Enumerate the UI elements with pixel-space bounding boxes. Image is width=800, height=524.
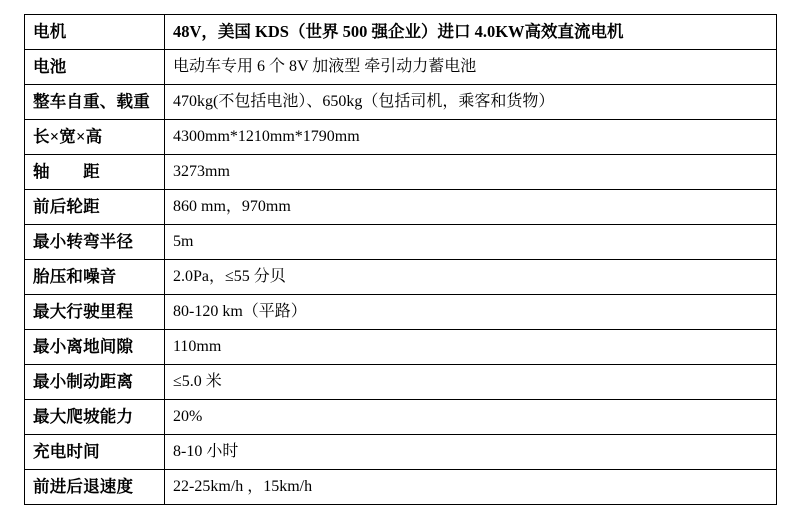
row-value: 110mm bbox=[165, 330, 777, 365]
row-value: 3273mm bbox=[165, 155, 777, 190]
table-row bbox=[25, 85, 777, 120]
row-value: 470kg(不包括电池）、650kg（包括司机，乘客和货物） bbox=[165, 85, 777, 120]
table-row bbox=[25, 330, 777, 365]
table-row bbox=[25, 15, 777, 50]
specification-table bbox=[24, 14, 777, 505]
row-value: 4300mm*1210mm*1790mm bbox=[165, 120, 777, 155]
row-label: 长×宽×高 bbox=[25, 120, 165, 155]
table-row bbox=[25, 225, 777, 260]
table-row bbox=[25, 155, 777, 190]
row-label: 轴 距 bbox=[25, 155, 165, 190]
table-row bbox=[25, 295, 777, 330]
table-row bbox=[25, 435, 777, 470]
row-label: 充电时间 bbox=[25, 435, 165, 470]
row-label: 最小离地间隙 bbox=[25, 330, 165, 365]
table-row bbox=[25, 260, 777, 295]
row-value: 电动车专用 6 个 8V 加液型 牵引动力蓄电池 bbox=[165, 50, 777, 85]
row-value: 22-25km/h ，15km/h bbox=[165, 470, 777, 505]
row-label: 前进后退速度 bbox=[25, 470, 165, 505]
table-row bbox=[25, 190, 777, 225]
row-label: 最大行驶里程 bbox=[25, 295, 165, 330]
row-value: 860 mm，970mm bbox=[165, 190, 777, 225]
row-label: 胎压和噪音 bbox=[25, 260, 165, 295]
row-label: 整车自重、载重 bbox=[25, 85, 165, 120]
row-label: 最小制动距离 bbox=[25, 365, 165, 400]
row-label: 前后轮距 bbox=[25, 190, 165, 225]
table-row bbox=[25, 365, 777, 400]
table-body bbox=[25, 15, 777, 505]
row-value: 5m bbox=[165, 225, 777, 260]
table-row bbox=[25, 400, 777, 435]
row-value: 48V，美国 KDS（世界 500 强企业）进口 4.0KW高效直流电机 bbox=[165, 15, 777, 50]
row-value: 2.0Pa，≤55 分贝 bbox=[165, 260, 777, 295]
row-value: 8-10 小时 bbox=[165, 435, 777, 470]
row-value: 80-120 km（平路） bbox=[165, 295, 777, 330]
table-row bbox=[25, 120, 777, 155]
row-label: 最小转弯半径 bbox=[25, 225, 165, 260]
row-label: 电池 bbox=[25, 50, 165, 85]
row-value: ≤5.0 米 bbox=[165, 365, 777, 400]
row-label: 最大爬坡能力 bbox=[25, 400, 165, 435]
table-row bbox=[25, 470, 777, 505]
table-row bbox=[25, 50, 777, 85]
row-label: 电机 bbox=[25, 15, 165, 50]
row-value: 20% bbox=[165, 400, 777, 435]
